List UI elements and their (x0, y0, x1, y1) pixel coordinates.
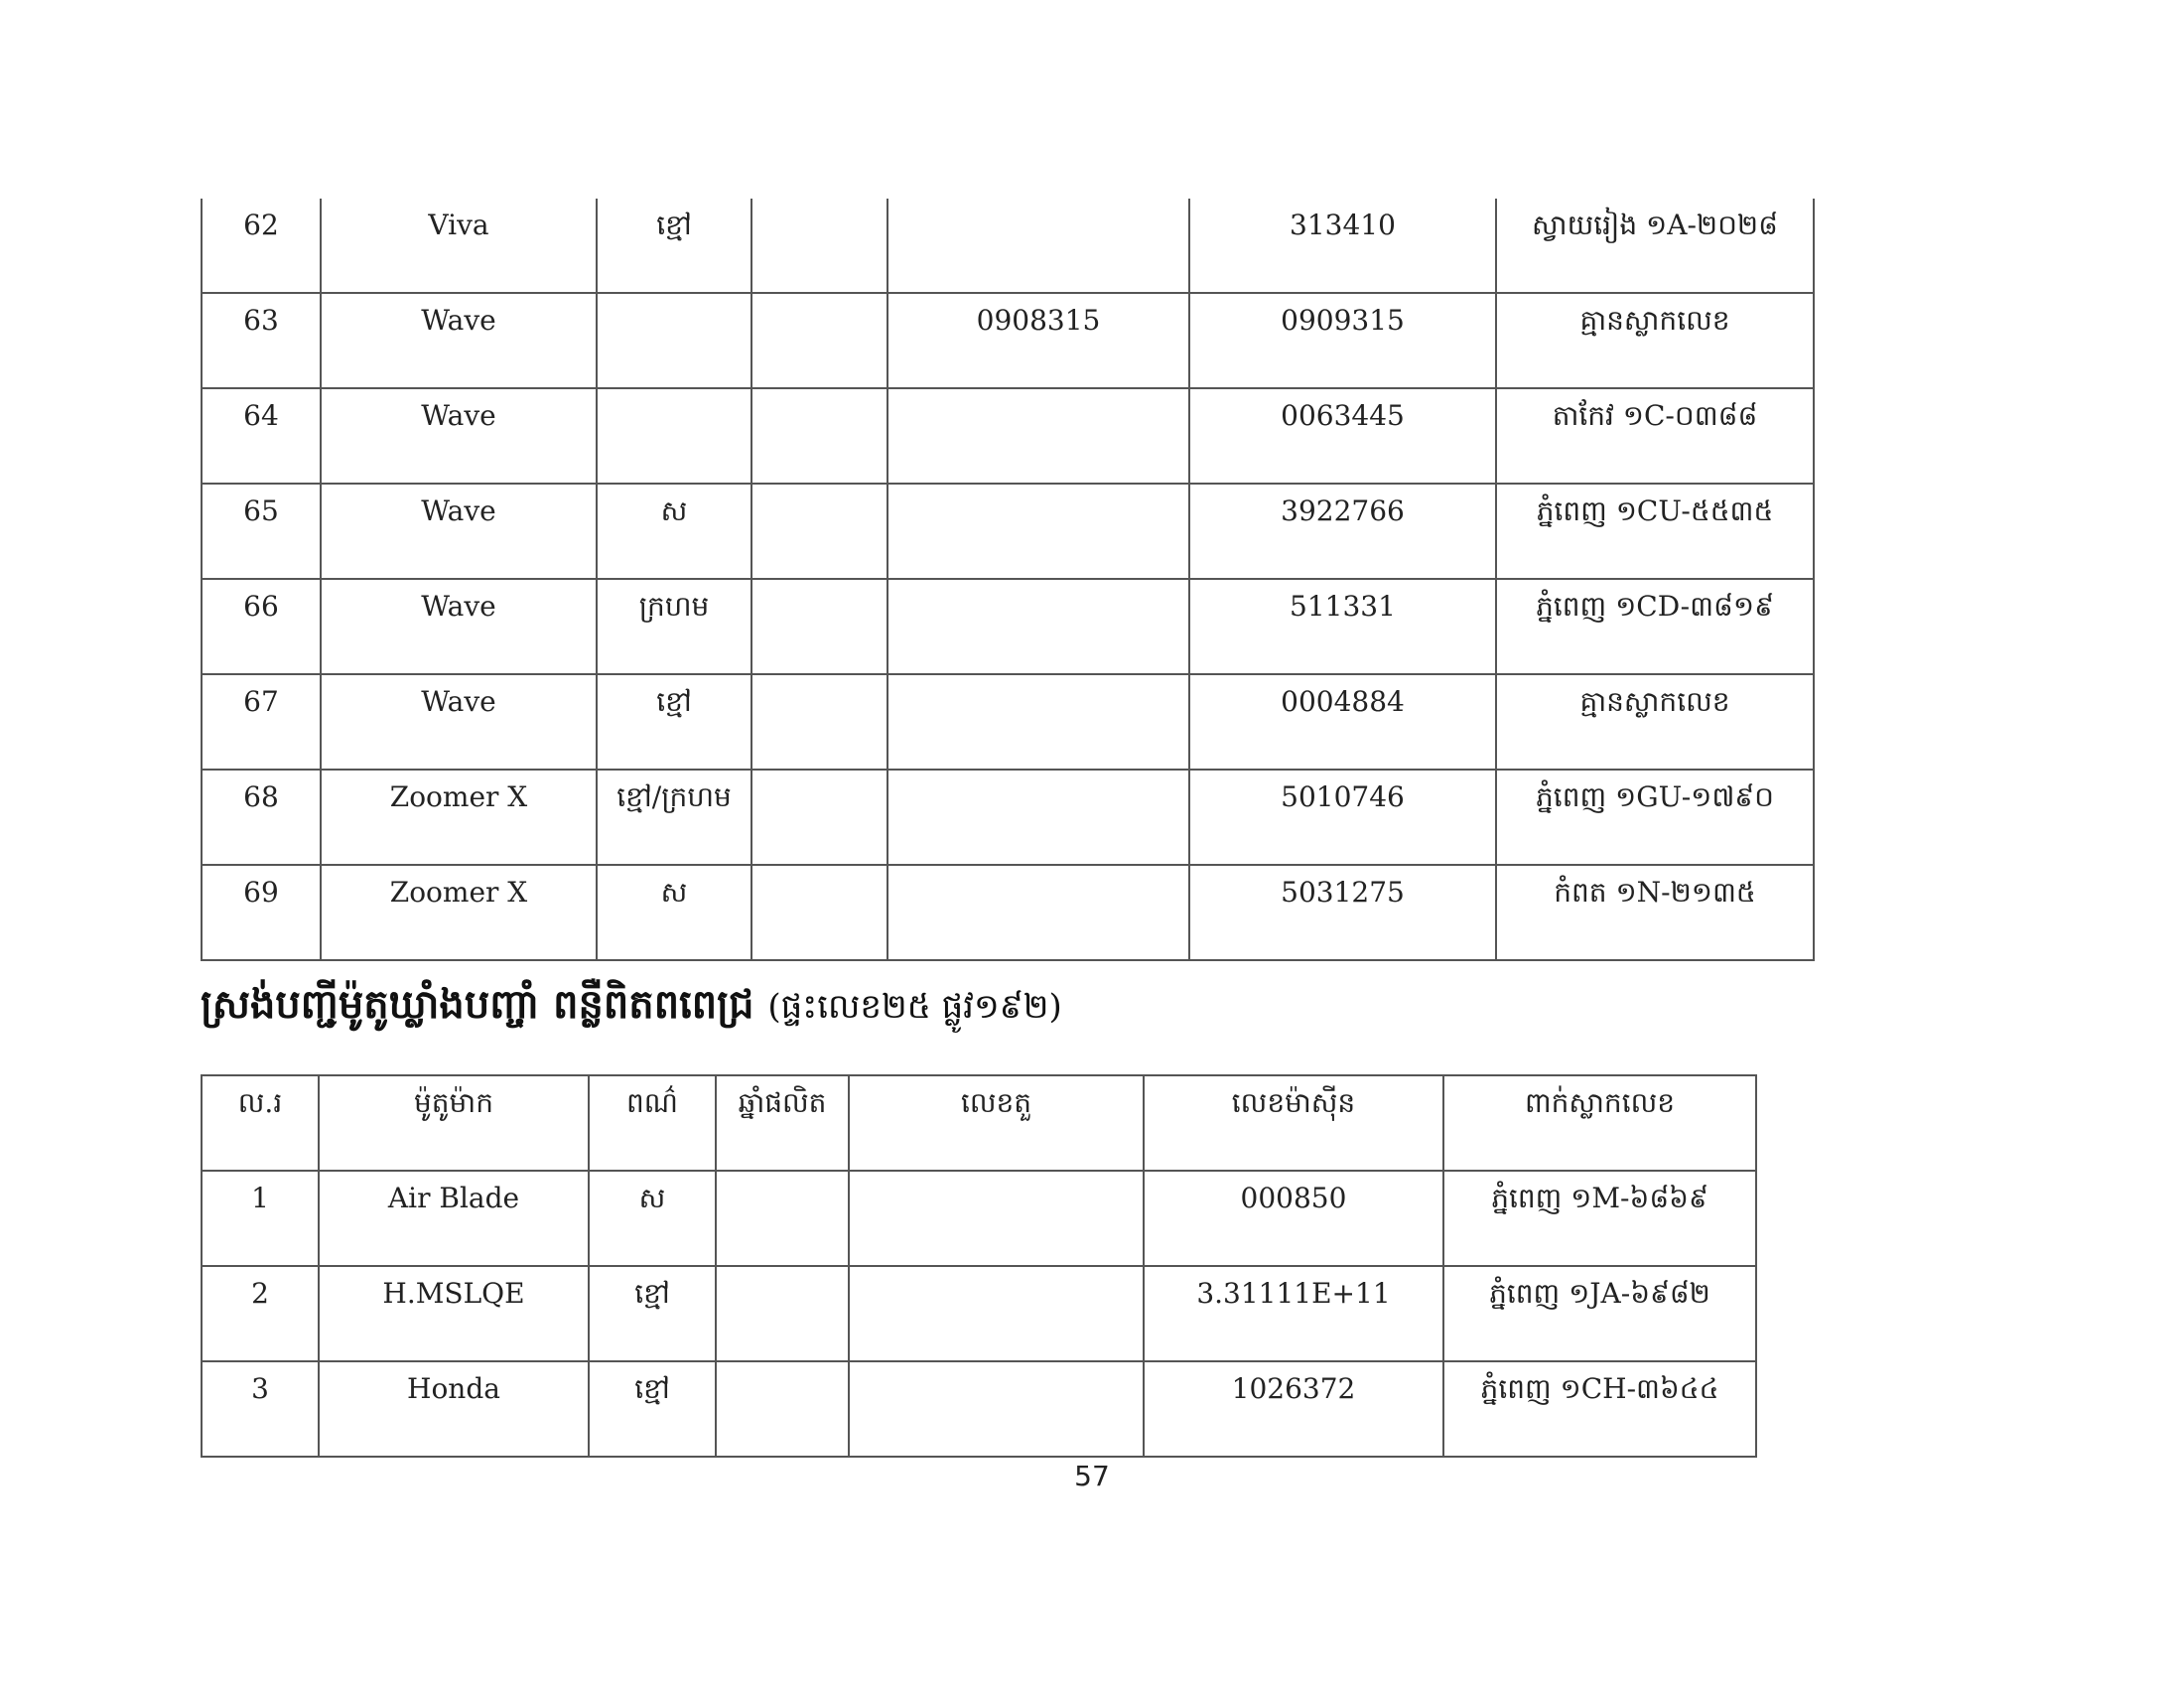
table-cell (716, 1171, 849, 1266)
table-row (202, 770, 1814, 865)
table-header-cell: លេខម៉ាស៊ីន (1144, 1075, 1443, 1171)
section-title: ស្រង់បញ្ជីម៉ូតូឃ្លាំងបញ្ចាំ ពន្លឺពិតពពេជ្រ (201, 981, 754, 1028)
table-cell (887, 674, 1189, 770)
table-cell: ភ្នំពេញ ១CU-៥៥៣៥ (1496, 484, 1814, 579)
table-cell: Zoomer X (321, 865, 597, 960)
table-header-cell: ឆ្នាំផលិត (716, 1075, 849, 1171)
table-cell (716, 1361, 849, 1457)
table-row (202, 1361, 1756, 1457)
section-address: (ផ្ទះលេខ២៥ ផ្លូវ១៩២) (767, 987, 1062, 1027)
table-cell (751, 388, 887, 484)
table-cell: 000850 (1144, 1171, 1443, 1266)
table-cell (597, 388, 751, 484)
table-cell (849, 1361, 1144, 1457)
table-row (202, 199, 1814, 293)
table-cell: 68 (202, 770, 321, 865)
table-cell: តាកែវ ១C-០៣៨៨ (1496, 388, 1814, 484)
table-cell: ខ្មៅ/ក្រហម (597, 770, 751, 865)
table-row (202, 293, 1814, 388)
table-cell: ខ្មៅ (597, 199, 751, 293)
table-cell: H.MSLQE (319, 1266, 589, 1361)
table-cell: ភ្នំពេញ ១M-៦៨៦៩ (1443, 1171, 1756, 1266)
table-cell (887, 388, 1189, 484)
table-row (202, 1266, 1756, 1361)
table-cell (751, 293, 887, 388)
page-number: 57 (1074, 1460, 1110, 1492)
section-heading (201, 979, 1062, 1038)
table-cell (751, 674, 887, 770)
table-cell: ភ្នំពេញ ១JA-៦៩៨២ (1443, 1266, 1756, 1361)
table-header-cell: ពាក់ស្លាកលេខ (1443, 1075, 1756, 1171)
table-cell (849, 1266, 1144, 1361)
table-cell: ភ្នំពេញ ១GU-១៧៩០ (1496, 770, 1814, 865)
table-cell: 63 (202, 293, 321, 388)
table-cell: 65 (202, 484, 321, 579)
table-cell (597, 293, 751, 388)
motorcycle-table-continued (201, 199, 1815, 961)
table-cell (849, 1171, 1144, 1266)
motorcycle-table-warehouse (201, 1074, 1757, 1458)
table-cell (751, 865, 887, 960)
table-cell (887, 579, 1189, 674)
table-row (202, 484, 1814, 579)
table-cell: 66 (202, 579, 321, 674)
table-header-cell: លេខតួ (849, 1075, 1144, 1171)
table-cell: ស (589, 1171, 716, 1266)
table-cell (887, 199, 1189, 293)
table-cell (887, 484, 1189, 579)
table-cell (751, 484, 887, 579)
table-cell: 3922766 (1189, 484, 1496, 579)
table-cell: 511331 (1189, 579, 1496, 674)
table-row (202, 865, 1814, 960)
table-cell: ក្រហម (597, 579, 751, 674)
table-cell (751, 199, 887, 293)
table-cell: 3 (202, 1361, 319, 1457)
table-cell: គ្មានស្លាកលេខ (1496, 293, 1814, 388)
table-cell (751, 579, 887, 674)
table-cell: 69 (202, 865, 321, 960)
table-header-cell: ល.រ (202, 1075, 319, 1171)
table-cell: 0004884 (1189, 674, 1496, 770)
table-cell (887, 865, 1189, 960)
table-cell (887, 770, 1189, 865)
table-cell: Viva (321, 199, 597, 293)
table-header-cell: ម៉ូតូម៉ាក (319, 1075, 589, 1171)
table-cell: ភ្នំពេញ ១CH-៣៦៤៤ (1443, 1361, 1756, 1457)
table-cell: ខ្មៅ (589, 1266, 716, 1361)
table-header-row (202, 1075, 1756, 1171)
table-cell: 5010746 (1189, 770, 1496, 865)
table-row (202, 1171, 1756, 1266)
table-cell: ស (597, 484, 751, 579)
table-cell: Wave (321, 484, 597, 579)
table-cell: 5031275 (1189, 865, 1496, 960)
table-cell: កំពត ១N-២១៣៥ (1496, 865, 1814, 960)
table-cell: 64 (202, 388, 321, 484)
table-cell: Air Blade (319, 1171, 589, 1266)
table-cell: ខ្មៅ (597, 674, 751, 770)
table-row (202, 388, 1814, 484)
table-cell: Honda (319, 1361, 589, 1457)
table-cell: 62 (202, 199, 321, 293)
table-cell: 0909315 (1189, 293, 1496, 388)
table-cell: 313410 (1189, 199, 1496, 293)
table-cell: 0908315 (887, 293, 1189, 388)
table-cell: 0063445 (1189, 388, 1496, 484)
table-row (202, 674, 1814, 770)
table-cell: 67 (202, 674, 321, 770)
table-cell: ខ្មៅ (589, 1361, 716, 1457)
table-cell (751, 770, 887, 865)
table-cell: ស្វាយរៀង ១A-២០២៨ (1496, 199, 1814, 293)
table-cell (716, 1266, 849, 1361)
table-header-cell: ពណ៌ (589, 1075, 716, 1171)
table-cell: Wave (321, 579, 597, 674)
table-cell: 1 (202, 1171, 319, 1266)
table-cell: Wave (321, 674, 597, 770)
table-cell: ស (597, 865, 751, 960)
table-cell: Wave (321, 388, 597, 484)
table-cell: 2 (202, 1266, 319, 1361)
table-cell: 1026372 (1144, 1361, 1443, 1457)
table-cell: ភ្នំពេញ ១CD-៣៨១៩ (1496, 579, 1814, 674)
table-cell: Zoomer X (321, 770, 597, 865)
table-row (202, 579, 1814, 674)
table-cell: Wave (321, 293, 597, 388)
table-cell: គ្មានស្លាកលេខ (1496, 674, 1814, 770)
table-cell: 3.31111E+11 (1144, 1266, 1443, 1361)
